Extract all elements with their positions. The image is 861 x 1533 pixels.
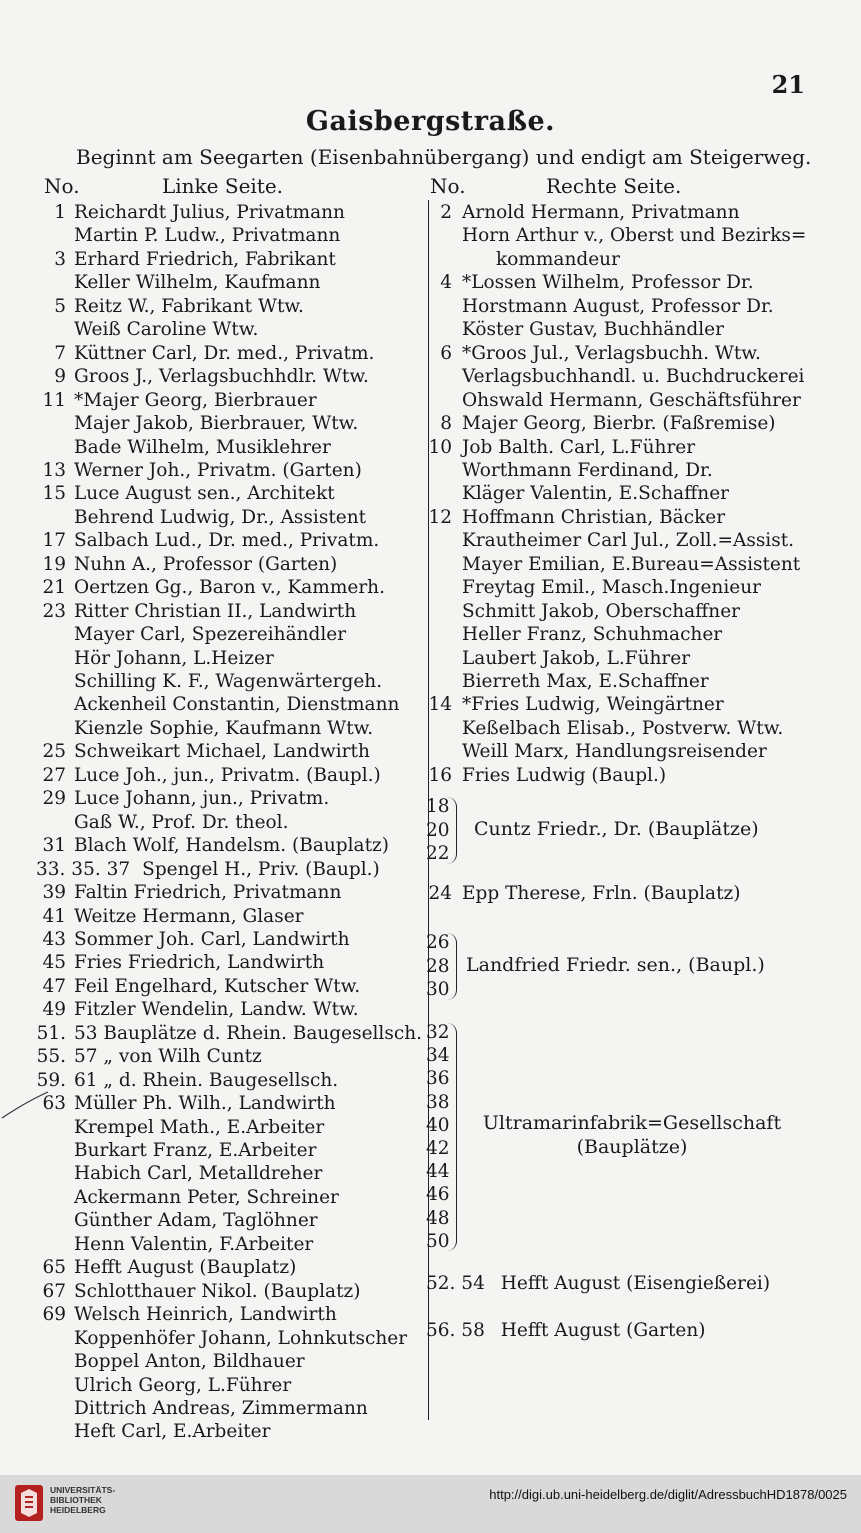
group-text: Ultramarinfabrik=Gesellschaft <box>482 1112 782 1134</box>
left-entry <box>30 224 426 247</box>
entry-number: 50 <box>426 1230 450 1252</box>
entry-number: 69 <box>42 1304 66 1326</box>
entry-text: Laubert Jakob, L.Führer <box>462 647 691 669</box>
entry-text: Müller Ph. Wilh., Landwirth <box>74 1093 336 1115</box>
left-entry <box>30 506 426 529</box>
entry-number: 51. <box>36 1022 66 1044</box>
left-entry <box>30 576 426 599</box>
left-entry <box>30 928 426 951</box>
left-entry <box>30 1069 426 1092</box>
left-entry <box>30 1139 426 1162</box>
entry-text: Keller Wilhelm, Kaufmann <box>74 272 321 294</box>
entry-text: Nuhn A., Professor (Garten) <box>74 553 338 575</box>
left-entry <box>30 647 426 670</box>
entry-text: Ritter Christian II., Landwirth <box>74 600 357 622</box>
left-entry <box>30 951 426 974</box>
entry-text: Arnold Hermann, Privatmann <box>462 202 740 223</box>
right-entry <box>426 576 826 599</box>
entry-number: 1 <box>54 202 66 223</box>
entry-number: 22 <box>426 843 450 864</box>
entry-text: Heller Franz, Schuhmacher <box>462 624 723 646</box>
entry-text: Job Balth. Carl, L.Führer <box>462 436 696 458</box>
entry-number: 43 <box>42 928 66 950</box>
right-entry <box>426 389 826 412</box>
entry-text: Luce Johann, jun., Privatm. <box>74 788 330 810</box>
entry-text: Ackenheil Constantin, Dienstmann <box>74 694 400 716</box>
entry-text: *Majer Georg, Bierbrauer <box>74 389 317 411</box>
entry-number: 63 <box>42 1093 66 1115</box>
right-entry <box>426 506 826 529</box>
left-entry <box>30 412 426 435</box>
entry-number: 33. 35. 37 <box>36 858 131 880</box>
entry-text: Feil Engelhard, Kutscher Wtw. <box>74 975 361 997</box>
entry-number: 46 <box>426 1184 450 1206</box>
right-entry <box>426 623 826 646</box>
entry-number: 27 <box>42 764 66 786</box>
entry-number: 34 <box>426 1045 450 1067</box>
entry-number: 65 <box>42 1257 66 1279</box>
right-side-header: Rechte Seite. <box>546 174 682 198</box>
entry-number: 3 <box>54 248 66 270</box>
left-no-header: No. <box>44 174 80 198</box>
left-entry <box>30 389 426 412</box>
right-entry-56-58 <box>426 1319 826 1342</box>
entry-text: Schlotthauer Nikol. (Bauplatz) <box>74 1280 361 1302</box>
entry-number: 36 <box>426 1068 450 1090</box>
entry-text: Horn Arthur v., Oberst und Bezirks= <box>462 225 807 247</box>
left-entry <box>30 1186 426 1209</box>
entry-number: 6 <box>440 342 452 364</box>
left-entry <box>30 1350 426 1373</box>
group-text: Landfried Friedr. sen., (Baupl.) <box>466 954 765 976</box>
entry-number: 8 <box>440 413 452 435</box>
entry-text: Groos J., Verlagsbuchhdlr. Wtw. <box>74 366 369 388</box>
left-entry <box>30 998 426 1021</box>
entry-number: 67 <box>42 1280 66 1302</box>
left-entry <box>30 342 426 365</box>
entry-number: 16 <box>428 764 452 786</box>
left-entry <box>30 482 426 505</box>
entry-number: 4 <box>440 272 452 294</box>
entry-number: 40 <box>426 1114 450 1136</box>
entry-number: 25 <box>42 741 66 763</box>
entry-number: 21 <box>42 577 66 599</box>
entry-text: Schweikart Michael, Landwirth <box>74 741 370 763</box>
left-entry <box>30 1116 426 1139</box>
entry-text: Salbach Lud., Dr. med., Privatm. <box>74 530 380 552</box>
entry-text: Burkart Franz, E.Arbeiter <box>74 1140 317 1161</box>
entry-number: 15 <box>42 483 66 505</box>
entry-text: Majer Georg, Bierbr. (Faßremise) <box>462 413 776 435</box>
entry-text: Freytag Emil., Masch.Ingenieur <box>462 577 761 599</box>
entry-number: 52. 54 <box>426 1273 485 1294</box>
right-entry <box>426 201 826 224</box>
right-entry <box>426 647 826 670</box>
left-entry <box>30 529 426 552</box>
entry-text: Fries Friedrich, Landwirth <box>74 952 325 974</box>
left-entry <box>30 1397 426 1420</box>
entry-number: 18 <box>426 796 450 817</box>
entry-number: 17 <box>42 530 66 552</box>
entry-text: *Groos Jul., Verlagsbuchh. Wtw. <box>462 342 761 364</box>
entry-text: Günther Adam, Taglöhner <box>74 1210 318 1232</box>
entry-text: Martin P. Ludw., Privatmann <box>74 225 341 247</box>
right-entry <box>426 717 826 740</box>
entry-number: 5 <box>54 295 66 317</box>
right-entry <box>426 224 826 247</box>
page-number: 21 <box>771 70 805 99</box>
entry-text: Majer Jakob, Bierbrauer, Wtw. <box>74 413 359 435</box>
entry-number: 24 <box>428 883 452 904</box>
left-entry <box>30 1022 426 1045</box>
left-entry <box>30 740 426 763</box>
entry-number: 19 <box>42 553 66 575</box>
entry-text: Reichardt Julius, Privatmann <box>74 202 345 223</box>
right-entry-52-54 <box>426 1272 826 1295</box>
entry-text: Worthmann Ferdinand, Dr. <box>462 459 713 481</box>
entry-text: Koppenhöfer Johann, Lohnkutscher <box>74 1327 408 1349</box>
left-entry <box>30 295 426 318</box>
right-entry <box>426 318 826 341</box>
entry-text: Bierreth Max, E.Schaffner <box>462 671 709 692</box>
entry-text: 57 „ von Wilh Cuntz <box>74 1046 262 1068</box>
entry-text: Reitz W., Fabrikant Wtw. <box>74 295 304 317</box>
entry-text: Fitzler Wendelin, Landw. Wtw. <box>74 999 359 1021</box>
left-entry <box>30 1374 426 1397</box>
left-entry <box>30 717 426 740</box>
entry-text: Fries Ludwig (Baupl.) <box>462 764 667 786</box>
left-entry <box>30 693 426 716</box>
left-entry <box>30 318 426 341</box>
right-entry <box>426 412 826 435</box>
right-entry <box>426 529 826 552</box>
entry-number: 45 <box>42 952 66 974</box>
entry-text: Weitze Hermann, Glaser <box>74 905 304 927</box>
brace <box>446 933 457 1000</box>
left-entry <box>30 811 426 834</box>
entry-number: 7 <box>54 342 66 364</box>
left-entry <box>30 670 426 693</box>
right-entry <box>426 295 826 318</box>
entry-text: Krautheimer Carl Jul., Zoll.=Assist. <box>462 530 795 552</box>
right-entry-24 <box>426 882 826 905</box>
entry-text: Krempel Math., E.Arbeiter <box>74 1116 325 1138</box>
entry-text: Mayer Emilian, E.Bureau=Assistent <box>462 553 801 575</box>
entry-text: Keßelbach Elisab., Postverw. Wtw. <box>462 717 784 739</box>
right-entry <box>426 459 826 482</box>
right-entry <box>426 740 826 763</box>
entry-text: Dittrich Andreas, Zimmermann <box>74 1397 368 1419</box>
entry-text: Ackermann Peter, Schreiner <box>74 1186 339 1208</box>
source-url[interactable]: http://digi.ub.uni-heidelberg.de/diglit/AdressbuchHD1878/0025 <box>489 1487 847 1502</box>
entry-text: Gaß W., Prof. Dr. theol. <box>74 811 289 833</box>
entry-text: Welsch Heinrich, Landwirth <box>74 1304 337 1326</box>
entry-number: 12 <box>428 506 452 528</box>
entry-text: Behrend Ludwig, Dr., Assistent <box>74 506 367 528</box>
right-entry <box>426 764 826 787</box>
entry-text: Boppel Anton, Bildhauer <box>74 1351 305 1373</box>
right-entry <box>426 365 826 388</box>
left-entry <box>30 881 426 904</box>
entry-text: Hefft August (Bauplatz) <box>74 1257 297 1279</box>
group-text: (Bauplätze) <box>576 1136 688 1158</box>
left-entry <box>30 1327 426 1350</box>
left-entry <box>30 248 426 271</box>
entry-text: Habich Carl, Metalldreher <box>74 1163 323 1185</box>
entry-number: 44 <box>426 1161 450 1183</box>
left-entry <box>30 1280 426 1303</box>
entry-number: 47 <box>42 975 66 997</box>
right-entry <box>426 600 826 623</box>
entry-number: 41 <box>42 905 66 927</box>
entry-number: 26 <box>426 932 450 953</box>
entry-text: Verlagsbuchhandl. u. Buchdruckerei <box>462 366 805 388</box>
right-entry <box>426 436 826 459</box>
left-entry <box>30 365 426 388</box>
brace <box>446 797 457 864</box>
left-entry <box>30 1256 426 1279</box>
left-entry <box>30 600 426 623</box>
group-text: Cuntz Friedr., Dr. (Bauplätze) <box>474 818 759 840</box>
entry-number: 9 <box>54 366 66 388</box>
entry-text: Erhard Friedrich, Fabrikant <box>74 248 336 270</box>
entry-text: Kienzle Sophie, Kaufmann Wtw. <box>74 717 374 739</box>
entry-number: 10 <box>428 436 452 458</box>
left-entry <box>30 436 426 459</box>
right-entry <box>426 342 826 365</box>
entry-text: Hefft August (Garten) <box>500 1320 706 1341</box>
entry-text: Küttner Carl, Dr. med., Privatm. <box>74 342 375 364</box>
left-entry <box>30 623 426 646</box>
entry-text: Ulrich Georg, L.Führer <box>74 1374 292 1396</box>
entry-text: Mayer Carl, Spezereihändler <box>74 624 347 646</box>
right-entry <box>426 693 826 716</box>
entry-text: Oertzen Gg., Baron v., Kammerh. <box>74 577 385 599</box>
entry-number: 11 <box>42 389 66 411</box>
street-title: Gaisbergstraße. <box>305 106 556 137</box>
entry-text: Henn Valentin, F.Arbeiter <box>74 1233 314 1255</box>
left-entry <box>30 975 426 998</box>
left-entry <box>30 271 426 294</box>
left-entry <box>30 1303 426 1326</box>
left-entry <box>30 1092 426 1115</box>
left-entry <box>30 553 426 576</box>
entry-text: Weiß Caroline Wtw. <box>74 319 259 341</box>
entry-number: 20 <box>426 819 450 841</box>
library-name: UNIVERSITÄTS- BIBLIOTHEK HEIDELBERG <box>50 1485 116 1515</box>
entry-number: 56. 58 <box>426 1320 485 1341</box>
entry-text: kommandeur <box>496 248 620 270</box>
left-entry <box>30 764 426 787</box>
entry-text: Hör Johann, L.Heizer <box>74 647 274 669</box>
left-entry <box>30 1045 426 1068</box>
right-no-header: No. <box>430 174 466 198</box>
entry-text: Luce Joh., jun., Privatm. (Baupl.) <box>74 764 381 786</box>
right-entry <box>426 670 826 693</box>
entry-number: 28 <box>426 955 450 977</box>
entry-number: 23 <box>42 600 66 622</box>
entry-text: Schilling K. F., Wagenwärtergeh. <box>74 671 383 692</box>
entry-number: 31 <box>42 835 66 857</box>
entry-text: Spengel H., Priv. (Baupl.) <box>142 858 380 880</box>
university-library-logo-icon <box>12 1483 46 1523</box>
entry-text: Sommer Joh. Carl, Landwirth <box>74 928 350 950</box>
entry-number: 38 <box>426 1091 450 1113</box>
entry-text: Weill Marx, Handlungsreisender <box>462 741 767 763</box>
entry-number: 29 <box>42 788 66 810</box>
left-entry <box>30 1420 426 1443</box>
entry-text: Heft Carl, E.Arbeiter <box>74 1421 271 1443</box>
entry-text: 53 Bauplätze d. Rhein. Baugesellsch. <box>74 1022 423 1044</box>
entry-text: 61 „ d. Rhein. Baugesellsch. <box>74 1069 339 1091</box>
footer-bar <box>0 1475 861 1533</box>
left-entry <box>30 1162 426 1185</box>
entry-text: Horstmann August, Professor Dr. <box>462 295 774 317</box>
entry-text: Ohswald Hermann, Geschäftsführer <box>462 389 801 411</box>
left-entry <box>30 858 426 881</box>
entry-text: Kläger Valentin, E.Schaffner <box>462 483 729 505</box>
right-entry <box>426 482 826 505</box>
entry-number: 48 <box>426 1207 450 1229</box>
entry-text: Epp Therese, Frln. (Bauplatz) <box>462 883 741 904</box>
left-entry <box>30 1233 426 1256</box>
entry-text: Blach Wolf, Handelsm. (Bauplatz) <box>74 835 389 857</box>
entry-text: Schmitt Jakob, Oberschaffner <box>462 600 741 622</box>
pencil-mark <box>0 1090 50 1120</box>
entry-number: 49 <box>42 999 66 1021</box>
left-entry <box>30 459 426 482</box>
left-entry <box>30 787 426 810</box>
entry-text: *Fries Ludwig, Weingärtner <box>462 694 724 716</box>
entry-number: 42 <box>426 1138 450 1159</box>
right-entry <box>426 553 826 576</box>
left-entry <box>30 201 426 224</box>
entry-text: *Lossen Wilhelm, Professor Dr. <box>462 272 754 294</box>
entry-text: Faltin Friedrich, Privatmann <box>74 882 342 904</box>
left-entry <box>30 905 426 928</box>
right-entry <box>426 271 826 294</box>
left-entry <box>30 834 426 857</box>
entry-number: 2 <box>440 202 452 223</box>
left-side-header: Linke Seite. <box>162 174 284 198</box>
entry-text: Hoffmann Christian, Bäcker <box>462 506 726 528</box>
entry-text: Luce August sen., Architekt <box>74 483 335 505</box>
street-description: Beginnt am Seegarten (Eisenbahnübergang) und endigt am Steigerweg. <box>76 145 812 169</box>
entry-number: 14 <box>428 694 452 716</box>
entry-number: 55. <box>36 1046 66 1068</box>
left-entry <box>30 1209 426 1232</box>
entry-number: 32 <box>426 1022 450 1043</box>
entry-text: Köster Gustav, Buchhändler <box>462 319 724 341</box>
entry-text: Hefft August (Eisengießerei) <box>500 1273 771 1294</box>
entry-number: 59. <box>36 1069 66 1091</box>
entry-number: 13 <box>42 459 66 481</box>
entry-number: 30 <box>426 979 450 1000</box>
entry-text: Bade Wilhelm, Musiklehrer <box>74 436 331 458</box>
entry-number: 39 <box>42 882 66 904</box>
entry-text: Werner Joh., Privatm. (Garten) <box>74 459 362 481</box>
right-entry <box>426 248 826 271</box>
